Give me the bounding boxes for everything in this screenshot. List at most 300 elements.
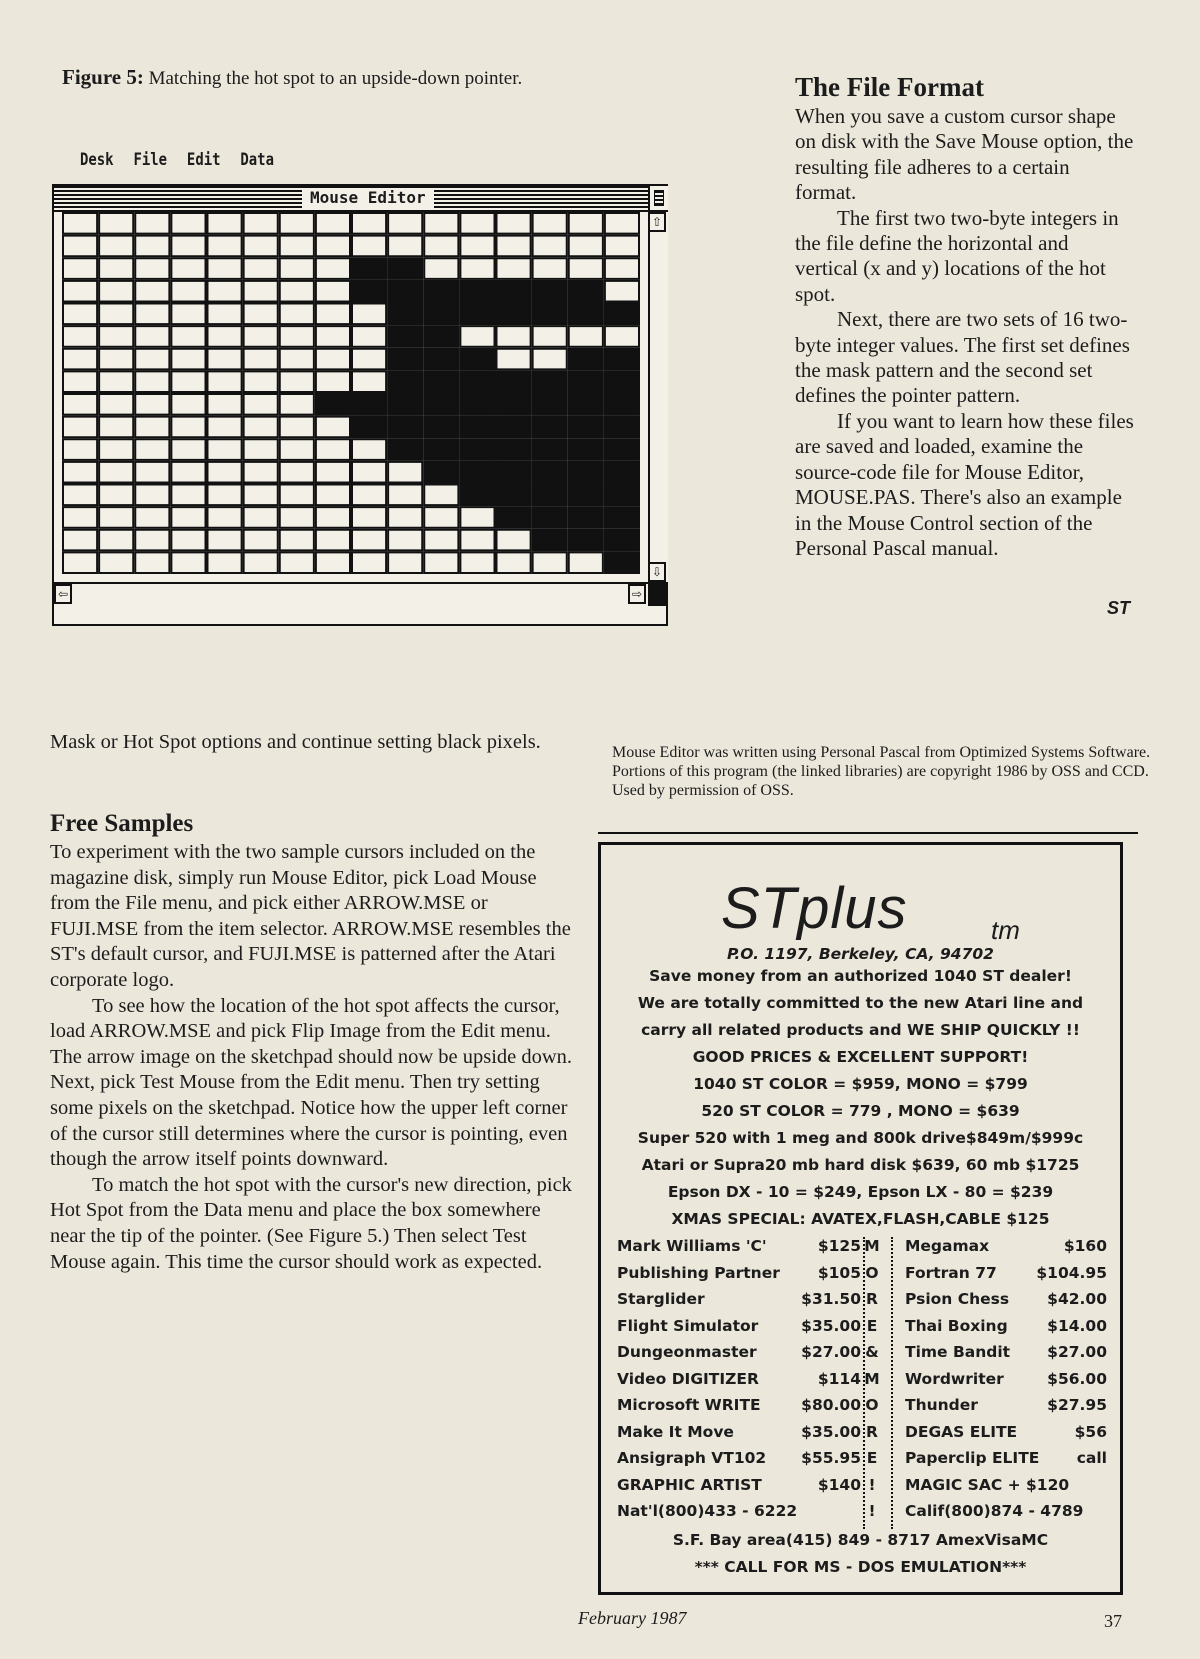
pixel-cell[interactable] (171, 258, 205, 279)
pixel-cell[interactable] (316, 371, 350, 392)
price-item-price: $55.95 (801, 1449, 861, 1467)
pixel-cell-black[interactable] (605, 507, 639, 528)
pixel-cell[interactable] (63, 213, 97, 234)
pixel-cell-black[interactable] (497, 439, 531, 460)
pixel-cell-black[interactable] (424, 281, 458, 302)
gem-menu-bar (80, 150, 285, 170)
pixel-cell[interactable] (171, 417, 205, 438)
stplus-logo: STplus (721, 876, 908, 941)
pixel-cell[interactable] (63, 326, 97, 347)
pixel-cell[interactable] (280, 258, 314, 279)
pixel-cell[interactable] (316, 349, 350, 370)
pixel-cell[interactable] (352, 552, 386, 573)
scroll-left-icon[interactable]: ⇦ (54, 584, 72, 604)
pixel-cell[interactable] (63, 281, 97, 302)
pixel-cell[interactable] (208, 371, 242, 392)
pixel-cell-black[interactable] (569, 281, 603, 302)
pixel-cell[interactable] (388, 213, 422, 234)
pixel-cell[interactable] (208, 507, 242, 528)
pixel-cell[interactable] (424, 530, 458, 551)
software-credit: Mouse Editor was written using Personal Pascal from Optimized Systems Software. Portions of this program (the linked libraries) are copyright 1986 by OSS and CCD. Used by permission of OSS. (612, 744, 1151, 799)
pixel-cell[interactable] (171, 552, 205, 573)
pixel-cell[interactable] (99, 530, 133, 551)
dotted-divider (863, 1237, 865, 1529)
pixel-cell[interactable] (99, 417, 133, 438)
pixel-cell[interactable] (533, 349, 567, 370)
pixel-cell-black[interactable] (388, 326, 422, 347)
pixel-cell-black[interactable] (605, 530, 639, 551)
pixel-cell[interactable] (63, 530, 97, 551)
pixel-cell-black[interactable] (424, 371, 458, 392)
pixel-cell[interactable] (208, 349, 242, 370)
price-item-price: call (1076, 1449, 1107, 1467)
pixel-cell-black[interactable] (388, 304, 422, 325)
pixel-cell[interactable] (388, 507, 422, 528)
pixel-cell-black[interactable] (605, 462, 639, 483)
pixel-cell[interactable] (244, 326, 278, 347)
pixel-cell-black[interactable] (388, 417, 422, 438)
pixel-cell[interactable] (244, 304, 278, 325)
pixel-cell-black[interactable] (388, 349, 422, 370)
pixel-cell-black[interactable] (605, 485, 639, 506)
pixel-cell-black[interactable] (316, 394, 350, 415)
scroll-right-icon[interactable]: ⇨ (628, 584, 646, 604)
pixel-cell[interactable] (316, 462, 350, 483)
pixel-cell[interactable] (135, 394, 169, 415)
pixel-cell[interactable] (208, 304, 242, 325)
pixel-cell[interactable] (99, 326, 133, 347)
scroll-down-icon[interactable]: ⇩ (648, 562, 666, 582)
pixel-cell-black[interactable] (605, 439, 639, 460)
pixel-cell-black[interactable] (497, 417, 531, 438)
pixel-cell[interactable] (388, 552, 422, 573)
pixel-cell[interactable] (208, 417, 242, 438)
pixel-cell[interactable] (316, 326, 350, 347)
pixel-cell[interactable] (460, 236, 494, 257)
pixel-cell[interactable] (208, 485, 242, 506)
pixel-cell[interactable] (171, 530, 205, 551)
pixel-cell-black[interactable] (497, 281, 531, 302)
price-item-name: Nat'l(800)433 - 6222 (617, 1502, 798, 1520)
pixel-cell[interactable] (208, 326, 242, 347)
pixel-cell[interactable] (63, 439, 97, 460)
pixel-cell[interactable] (99, 552, 133, 573)
pixel-cell-black[interactable] (460, 394, 494, 415)
price-item-name: GRAPHIC ARTIST (617, 1475, 762, 1494)
pixel-cell-black[interactable] (497, 304, 531, 325)
pixel-cell[interactable] (63, 371, 97, 392)
pixel-cell[interactable] (244, 258, 278, 279)
pixel-cell-black[interactable] (569, 417, 603, 438)
pixel-cell-black[interactable] (569, 371, 603, 392)
ad-line: XMAS SPECIAL: AVATEX,FLASH,CABLE $125 (671, 1210, 1050, 1228)
pixel-cell[interactable] (63, 417, 97, 438)
pixel-cell[interactable] (99, 213, 133, 234)
ad-line: 520 ST COLOR = 779 , MONO = $639 (701, 1102, 1020, 1120)
pixel-cell-black[interactable] (569, 394, 603, 415)
pixel-cell[interactable] (244, 439, 278, 460)
pixel-cell[interactable] (244, 213, 278, 234)
pixel-cell-black[interactable] (497, 507, 531, 528)
pixel-cell[interactable] (244, 552, 278, 573)
pixel-cell-black[interactable] (569, 349, 603, 370)
pixel-cell-black[interactable] (605, 349, 639, 370)
pixel-cell-black[interactable] (352, 281, 386, 302)
pixel-cell[interactable] (316, 236, 350, 257)
pixel-cell[interactable] (135, 552, 169, 573)
pixel-cell[interactable] (208, 258, 242, 279)
pixel-cell-black[interactable] (569, 530, 603, 551)
pixel-cell-black[interactable] (460, 417, 494, 438)
pixel-cell[interactable] (280, 394, 314, 415)
pixel-cell[interactable] (497, 326, 531, 347)
pixel-cell-black[interactable] (460, 371, 494, 392)
menu-edit[interactable]: Edit (186, 150, 221, 170)
pixel-cell[interactable] (388, 462, 422, 483)
pixel-cell[interactable] (280, 326, 314, 347)
pixel-cell[interactable] (63, 349, 97, 370)
pixel-cell-black[interactable] (569, 485, 603, 506)
pixel-cell[interactable] (497, 530, 531, 551)
pixel-cell[interactable] (99, 349, 133, 370)
pixel-cell[interactable] (280, 507, 314, 528)
pixel-cell-black[interactable] (388, 281, 422, 302)
pixel-cell[interactable] (497, 552, 531, 573)
pixel-cell[interactable] (280, 439, 314, 460)
pixel-cell[interactable] (135, 213, 169, 234)
pixel-cell-black[interactable] (424, 326, 458, 347)
pixel-cell-black[interactable] (460, 462, 494, 483)
pixel-cell[interactable] (352, 485, 386, 506)
pixel-cell[interactable] (244, 349, 278, 370)
price-item-price: $27.95 (1047, 1396, 1107, 1414)
pixel-cell[interactable] (63, 507, 97, 528)
pixel-cell-black[interactable] (605, 417, 639, 438)
pixel-cell-black[interactable] (605, 371, 639, 392)
vertical-letter: E (866, 1449, 878, 1467)
pixel-cell-black[interactable] (388, 371, 422, 392)
pixel-cell[interactable] (63, 394, 97, 415)
pixel-cell[interactable] (244, 394, 278, 415)
ad-line: Atari or Supra20 mb hard disk $639, 60 mb $1725 (641, 1156, 1080, 1174)
pixel-cell[interactable] (135, 462, 169, 483)
pixel-cell-black[interactable] (424, 439, 458, 460)
pixel-cell-black[interactable] (533, 394, 567, 415)
pixel-cell[interactable] (135, 439, 169, 460)
pixel-cell[interactable] (533, 552, 567, 573)
pixel-cell[interactable] (171, 213, 205, 234)
pixel-cell[interactable] (135, 326, 169, 347)
pixel-cell[interactable] (352, 530, 386, 551)
pixel-cell[interactable] (171, 326, 205, 347)
price-item-name: Time Bandit (905, 1343, 1011, 1361)
pixel-cell[interactable] (99, 439, 133, 460)
pixel-cell[interactable] (99, 462, 133, 483)
pixel-cell[interactable] (280, 349, 314, 370)
pixel-cell[interactable] (63, 304, 97, 325)
pixel-cell[interactable] (135, 304, 169, 325)
pixel-cell-black[interactable] (460, 485, 494, 506)
pixel-cell[interactable] (605, 326, 639, 347)
vertical-letter: M (864, 1369, 880, 1388)
pixel-cell[interactable] (352, 304, 386, 325)
pixel-cell[interactable] (135, 530, 169, 551)
pixel-cell[interactable] (497, 349, 531, 370)
sketchpad-grid[interactable] (62, 212, 640, 574)
menu-data[interactable]: Data (240, 150, 274, 170)
pixel-cell[interactable] (208, 236, 242, 257)
price-item-price: $104.95 (1036, 1263, 1107, 1282)
pixel-cell-black[interactable] (388, 439, 422, 460)
pixel-cell[interactable] (533, 258, 567, 279)
pixel-cell[interactable] (316, 552, 350, 573)
pixel-cell-black[interactable] (497, 462, 531, 483)
pixel-cell[interactable] (605, 258, 639, 279)
pixel-cell[interactable] (99, 304, 133, 325)
pixel-cell-black[interactable] (388, 258, 422, 279)
pixel-cell[interactable] (533, 236, 567, 257)
price-item-price: $27.00 (801, 1343, 861, 1361)
pixel-cell[interactable] (605, 236, 639, 257)
pixel-cell-black[interactable] (605, 394, 639, 415)
pixel-cell[interactable] (171, 462, 205, 483)
pixel-cell[interactable] (424, 213, 458, 234)
pixel-cell[interactable] (99, 485, 133, 506)
free-samples-heading: Free Samples (50, 810, 194, 837)
pixel-cell-black[interactable] (569, 304, 603, 325)
pixel-cell[interactable] (569, 213, 603, 234)
pixel-cell[interactable] (460, 530, 494, 551)
pixel-cell[interactable] (569, 552, 603, 573)
pixel-cell[interactable] (171, 281, 205, 302)
pixel-cell-black[interactable] (533, 530, 567, 551)
pixel-cell[interactable] (171, 236, 205, 257)
pixel-cell[interactable] (388, 485, 422, 506)
pixel-cell[interactable] (569, 236, 603, 257)
pixel-cell[interactable] (208, 281, 242, 302)
pixel-cell[interactable] (388, 236, 422, 257)
pixel-cell[interactable] (424, 485, 458, 506)
pixel-cell[interactable] (171, 349, 205, 370)
pixel-cell-black[interactable] (424, 394, 458, 415)
pixel-cell-black[interactable] (388, 394, 422, 415)
pixel-cell-black[interactable] (460, 304, 494, 325)
pixel-cell[interactable] (63, 236, 97, 257)
pixel-cell[interactable] (208, 462, 242, 483)
pixel-cell-black[interactable] (533, 417, 567, 438)
pixel-cell[interactable] (63, 485, 97, 506)
pixel-cell[interactable] (605, 213, 639, 234)
pixel-cell[interactable] (135, 236, 169, 257)
pixel-cell[interactable] (171, 507, 205, 528)
pixel-cell[interactable] (316, 281, 350, 302)
pixel-cell[interactable] (280, 552, 314, 573)
pixel-cell-black[interactable] (424, 304, 458, 325)
vertical-letter: O (865, 1396, 879, 1414)
pixel-cell-black[interactable] (605, 304, 639, 325)
pixel-cell[interactable] (352, 371, 386, 392)
price-item-name: Make It Move (617, 1422, 734, 1441)
pixel-cell[interactable] (280, 371, 314, 392)
pixel-cell[interactable] (352, 349, 386, 370)
pixel-cell[interactable] (280, 530, 314, 551)
pixel-cell[interactable] (280, 417, 314, 438)
pixel-cell-black[interactable] (424, 349, 458, 370)
pixel-cell[interactable] (63, 462, 97, 483)
pixel-cell[interactable] (244, 281, 278, 302)
pixel-cell-black[interactable] (424, 462, 458, 483)
pixel-cell[interactable] (497, 236, 531, 257)
pixel-cell[interactable] (135, 281, 169, 302)
pixel-cell[interactable] (244, 507, 278, 528)
figure-caption (62, 66, 562, 90)
pixel-cell[interactable] (316, 258, 350, 279)
pixel-cell[interactable] (316, 439, 350, 460)
pixel-cell[interactable] (135, 507, 169, 528)
pixel-cell[interactable] (460, 552, 494, 573)
menu-desk[interactable]: Desk (80, 150, 114, 170)
pixel-cell-black[interactable] (497, 485, 531, 506)
pixel-cell[interactable] (280, 213, 314, 234)
pixel-cell[interactable] (497, 213, 531, 234)
pixel-cell[interactable] (497, 258, 531, 279)
pixel-cell[interactable] (208, 530, 242, 551)
pixel-cell-black[interactable] (533, 485, 567, 506)
pixel-cell-black[interactable] (424, 417, 458, 438)
pixel-cell[interactable] (460, 507, 494, 528)
fuller-box-icon[interactable] (648, 186, 668, 212)
price-item-name: Calif(800)874 - 4789 (905, 1502, 1084, 1520)
pixel-cell[interactable] (99, 236, 133, 257)
pixel-cell[interactable] (316, 213, 350, 234)
pixel-cell[interactable] (280, 485, 314, 506)
pixel-cell[interactable] (316, 530, 350, 551)
pixel-cell[interactable] (352, 236, 386, 257)
pixel-cell[interactable] (460, 213, 494, 234)
horizontal-scrollbar[interactable] (54, 582, 648, 606)
pixel-cell[interactable] (424, 507, 458, 528)
pixel-cell-black[interactable] (460, 281, 494, 302)
pixel-cell[interactable] (280, 304, 314, 325)
menu-file[interactable]: File (133, 150, 168, 170)
pixel-cell[interactable] (63, 258, 97, 279)
pixel-cell[interactable] (316, 417, 350, 438)
pixel-cell[interactable] (352, 439, 386, 460)
pixel-cell[interactable] (316, 304, 350, 325)
pixel-cell[interactable] (460, 258, 494, 279)
pixel-cell[interactable] (244, 485, 278, 506)
pixel-cell-black[interactable] (460, 439, 494, 460)
pixel-cell[interactable] (244, 417, 278, 438)
pixel-cell[interactable] (316, 507, 350, 528)
page-number: 37 (1104, 1611, 1122, 1631)
pixel-cell[interactable] (208, 394, 242, 415)
pixel-cell[interactable] (569, 258, 603, 279)
pixel-cell[interactable] (244, 371, 278, 392)
price-item-name: Video DIGITIZER (617, 1369, 759, 1388)
pixel-cell[interactable] (208, 439, 242, 460)
pixel-cell[interactable] (208, 213, 242, 234)
price-item-name: Dungeonmaster (617, 1343, 757, 1361)
pixel-cell[interactable] (171, 304, 205, 325)
pixel-cell[interactable] (244, 236, 278, 257)
pixel-cell[interactable] (569, 326, 603, 347)
pixel-cell[interactable] (352, 213, 386, 234)
size-box-icon[interactable] (648, 582, 668, 606)
pixel-cell-black[interactable] (352, 258, 386, 279)
pixel-cell-black[interactable] (569, 507, 603, 528)
pixel-cell[interactable] (99, 281, 133, 302)
pixel-cell[interactable] (352, 326, 386, 347)
pixel-cell-black[interactable] (533, 507, 567, 528)
pixel-cell[interactable] (171, 371, 205, 392)
pixel-cell[interactable] (135, 371, 169, 392)
price-item-price: $125 (817, 1237, 861, 1255)
pixel-cell[interactable] (63, 552, 97, 573)
pixel-cell[interactable] (352, 462, 386, 483)
pixel-cell-black[interactable] (497, 371, 531, 392)
pixel-cell[interactable] (280, 462, 314, 483)
pixel-cell[interactable] (533, 213, 567, 234)
pixel-cell-black[interactable] (569, 439, 603, 460)
free-samples-para-3: To match the hot spot with the cursor's new direction, pick Hot Spot from the Data menu and place the box somewhere near the tip of the pointer. (See Figure 5.) Then select Test Mouse again. This time the cursor should work as expected. (50, 1173, 572, 1273)
vertical-scrollbar[interactable] (648, 212, 668, 582)
pixel-cell-black[interactable] (533, 371, 567, 392)
pixel-cell[interactable] (280, 236, 314, 257)
pixel-cell[interactable] (244, 530, 278, 551)
pixel-cell-black[interactable] (533, 281, 567, 302)
pixel-cell[interactable] (424, 236, 458, 257)
pixel-cell[interactable] (605, 281, 639, 302)
pixel-cell-black[interactable] (352, 417, 386, 438)
pixel-cell[interactable] (460, 326, 494, 347)
pixel-cell[interactable] (424, 258, 458, 279)
pixel-cell-black[interactable] (605, 552, 639, 573)
pixel-cell[interactable] (208, 552, 242, 573)
pixel-cell[interactable] (533, 326, 567, 347)
scroll-up-icon[interactable]: ⇧ (648, 212, 666, 232)
pixel-cell[interactable] (388, 530, 422, 551)
pixel-cell[interactable] (171, 394, 205, 415)
pixel-cell[interactable] (171, 439, 205, 460)
pixel-cell-black[interactable] (497, 394, 531, 415)
file-format-heading: The File Format (795, 72, 984, 102)
pixel-cell-black[interactable] (533, 304, 567, 325)
vertical-letter: ! (868, 1475, 876, 1494)
pixel-cell[interactable] (352, 507, 386, 528)
pixel-cell[interactable] (99, 394, 133, 415)
pixel-cell[interactable] (244, 462, 278, 483)
pixel-cell[interactable] (99, 258, 133, 279)
pixel-cell[interactable] (99, 371, 133, 392)
pixel-cell[interactable] (316, 485, 350, 506)
window-title-bar[interactable] (54, 186, 648, 212)
pixel-cell-black[interactable] (460, 349, 494, 370)
pixel-cell[interactable] (135, 349, 169, 370)
pixel-cell-black[interactable] (533, 439, 567, 460)
price-item-price: $42.00 (1047, 1290, 1107, 1308)
pixel-cell-black[interactable] (569, 462, 603, 483)
pixel-cell[interactable] (135, 485, 169, 506)
pixel-cell[interactable] (424, 552, 458, 573)
pixel-cell[interactable] (280, 281, 314, 302)
pixel-cell-black[interactable] (352, 394, 386, 415)
pixel-cell[interactable] (135, 417, 169, 438)
pixel-cell[interactable] (171, 485, 205, 506)
pixel-cell[interactable] (135, 258, 169, 279)
pixel-cell[interactable] (99, 507, 133, 528)
pixel-cell-black[interactable] (533, 462, 567, 483)
